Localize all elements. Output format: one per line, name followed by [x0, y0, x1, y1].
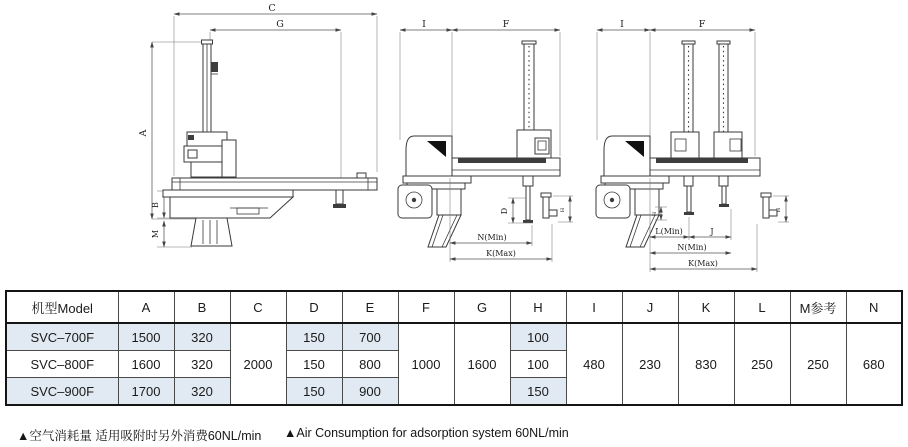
cell-h: 100 [510, 323, 566, 351]
pedestal [191, 218, 232, 246]
kick-arm [523, 176, 533, 186]
note-air-consumption-en: ▲Air Consumption for adsorption system 60NL/min [284, 426, 569, 440]
dim-label-l-min: L(Min) [655, 227, 683, 236]
column-header-f: F [398, 291, 454, 323]
column-header-l: L [734, 291, 790, 323]
cell-n-merged: 680 [846, 323, 902, 405]
traverse-beam [172, 178, 377, 190]
cell-model: SVC–700F [6, 323, 118, 351]
column-header-m: M参考 [790, 291, 846, 323]
cell-m-merged: 250 [790, 323, 846, 405]
cell-b: 320 [174, 378, 230, 406]
flange-cap [761, 193, 771, 197]
cell-e: 900 [342, 378, 398, 406]
dim-label-m: M [151, 229, 160, 239]
column-header-c: C [230, 291, 286, 323]
cell-model: SVC–900F [6, 378, 118, 406]
cell-e: 700 [342, 323, 398, 351]
rail-bracket-2 [714, 132, 742, 160]
dim-label-n-min: N(Min) [477, 233, 507, 242]
drawing-side-view-single [398, 19, 573, 262]
dim-label-i: I [422, 19, 426, 30]
column-header-a: A [118, 291, 174, 323]
dim-label-c: C [268, 3, 276, 14]
cell-k-merged: 830 [678, 323, 734, 405]
cell-h: 150 [510, 378, 566, 406]
carriage-body [191, 162, 223, 177]
dim-label-j: J [710, 227, 714, 236]
support-foot [336, 190, 343, 204]
cell-b: 320 [174, 351, 230, 378]
dim-label-b: B [151, 202, 160, 208]
cell-f-merged: 1000 [398, 323, 454, 405]
column-header-n: N [846, 291, 902, 323]
cell-j-merged: 230 [622, 323, 678, 405]
base-body [170, 197, 293, 218]
table-row [6, 323, 902, 351]
drawing-front-view [138, 3, 377, 247]
dim-label-g: G [276, 19, 284, 30]
cell-e: 800 [342, 351, 398, 378]
column-header-j: J [622, 291, 678, 323]
flange [763, 197, 769, 218]
dim-label-f: F [502, 19, 510, 30]
note-air-consumption-zh: ▲空气消耗量 适用吸附时另外消费60NL/min [17, 429, 262, 443]
flange [543, 197, 549, 218]
dim-label-d: D [500, 207, 509, 215]
kick-arm-1 [684, 176, 693, 186]
dim-label-i: I [620, 19, 624, 30]
mast-cap [202, 40, 213, 44]
cell-i-merged: 480 [566, 323, 622, 405]
column-header-b: B [174, 291, 230, 323]
cell-g-merged: 1600 [454, 323, 510, 405]
column-header-i: I [566, 291, 622, 323]
table-header-row [6, 291, 902, 323]
column-header-e: E [342, 291, 398, 323]
cell-l-merged: 250 [734, 323, 790, 405]
beam-bracket [357, 173, 366, 178]
spec-table [5, 290, 903, 406]
cell-c-merged: 2000 [230, 323, 286, 405]
cell-d: 150 [286, 323, 342, 351]
cell-a: 1600 [118, 351, 174, 378]
dim-label-f: F [698, 19, 706, 30]
mast-carriage [211, 62, 218, 72]
flange-cap [541, 193, 551, 197]
dim-label-h: H [560, 207, 566, 213]
dim-label-k-max: K(Max) [688, 259, 718, 268]
cell-d: 150 [286, 378, 342, 406]
drawing-side-view-dual [596, 19, 789, 272]
dim-label-h-right: H [776, 207, 782, 213]
dim-label-k-max: K(Max) [486, 249, 516, 258]
cell-d: 150 [286, 351, 342, 378]
column-header-k: K [678, 291, 734, 323]
cell-h: 100 [510, 351, 566, 378]
column-header-model: 机型Model [6, 291, 118, 323]
cell-a: 1700 [118, 378, 174, 406]
cell-model: SVC–800F [6, 351, 118, 378]
dim-label-h-left: H [652, 211, 658, 217]
kick-arm-2 [719, 176, 728, 186]
dim-label-a: A [138, 129, 149, 137]
dim-label-n-min: N(Min) [677, 243, 707, 252]
cell-a: 1500 [118, 323, 174, 351]
base-plate [163, 190, 293, 197]
column-header-h: H [510, 291, 566, 323]
cell-b: 320 [174, 323, 230, 351]
column-header-d: D [286, 291, 342, 323]
column-header-g: G [454, 291, 510, 323]
